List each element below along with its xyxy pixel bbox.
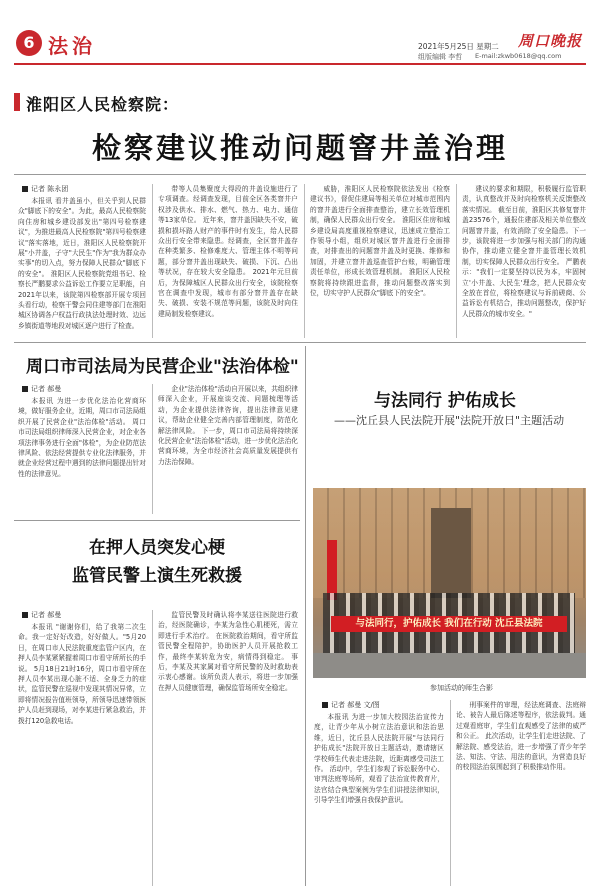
ground-image (313, 653, 586, 678)
court-subhead: ——沈丘县人民法院开展"法院开放日"主题活动 (334, 414, 565, 427)
justice-column-1 (18, 396, 146, 514)
byline-square-icon (322, 702, 328, 708)
column-rule (152, 384, 153, 514)
detention-column-1 (18, 622, 146, 886)
page-header (0, 0, 600, 64)
detention-byline-text: 记者 郝曼 (31, 611, 62, 619)
lead-byline (22, 184, 68, 194)
kicker-accent-bar (14, 93, 20, 111)
justice-column-2-text: 企业"法治体检"活动自开展以来，共组织律师深入企业，开展座谈交流、问题梳理等活动，为企业提供法律咨询，提出法律意见建议，帮助企业健全完善内部管理制度，防范化解法律风险。 下一步，周口市司法局将持续深化民营企业"法治体检"活动，进一步优化法治化营商环境，为全市经济社会高质量发展提供有力法治保障。 (158, 385, 298, 466)
court-doorway-image (431, 508, 471, 598)
event-banner: 与法同行，护佑成长 我们在行动 沈丘县法院 (331, 616, 567, 632)
lead-column-4 (462, 184, 586, 336)
justice-byline-text: 记者 郝曼 (31, 385, 62, 393)
lead-byline-text: 记者 陈永团 (31, 185, 69, 193)
detention-column-2-text: 监管民警及时确认将李某送往医院进行救治，经医院确诊，李某为急性心肌梗死，需立即进行手术治疗。 在医院救治期间，看守所监管民警全程陪护，协助医护人员开展抢救工作，最终李某转危为安，病情得到稳定。 事后，李某及其家属对看守所民警的及时救助表示衷心感谢。该所负责人表示，将进一步加强在押人员健康管理，确保监管场所安全稳定。 (158, 611, 298, 692)
column-rule (304, 184, 305, 338)
issue-date: 2021年5月25日 星期二 (418, 42, 499, 51)
lead-column-1 (18, 196, 146, 336)
lead-column-2 (158, 184, 298, 336)
header-divider (14, 63, 586, 65)
detention-column-2 (158, 610, 298, 886)
court-byline-text: 记者 郝曼 文/图 (331, 701, 380, 709)
lead-column-2-text: 带等人员集聚度大得段的井盖设施进行了专项调查。经调查发现，目前全区各类窨井户权涉及供水、排水、燃气、热力、电力、通信等13家单位。 近年来，窨井盖因缺失不安，破损和损坏路人财产的事件时有发生，给人民群众出行安全带来隐患。经调查，全区窨井盖存在种类繁多、检修难度大、管理主体不明等问题，部分窨井盖出现缺失、破损、下沉、凸出等状况，存在较大安全隐患。 2021年元旦前后，为保障城区人民群众出行安全，该院检察官在调查中发现，城市有部分窨井盖存在缺失、破损、安装不规范等问题，该院及时向住建局制发检察建议。 (158, 185, 298, 318)
court-column-2-text: 刑事案件的审理，经法庭调查、法庭辩论、被告人最后陈述等程序，依法裁判。通过观看庭审，学生们直观感受了法律的威严和公正。 此次活动，让学生们走进法院、了解法院、感受法治，进一步增强了青少年学法、知法、守法、用法的意识，为营造良好的校园法治氛围起到了积极推动作用。 (456, 701, 586, 772)
lead-column-1-text: 本报讯 看井盖虽小，但关乎到人民群众"脚底下的安全"。为此，最高人民检察院向住房和城乡建设部发出"第四号检察建议"，为推进最高人民检察院"第四号检察建议"落实落地，近日，淮阳区人民检察院开展"小井盖，子守"大民生"作为"我为群众办实事"的切入点，努力保障人民群众"脚底下的安全"。 淮阳区人民检察院党组书记、检察长严鹏要求公益诉讼工作要立足职能，自2021年以来，该院第四检察部开展专项回头看行动，检察干警会同住建等部门在淮阳城区协调各户权益行政执法处理时效、边远乡镇街道等地段对城区逐户进行了检查。 (18, 197, 146, 330)
column-rule (152, 184, 153, 338)
byline-square-icon (22, 186, 28, 192)
section-divider (14, 342, 586, 343)
detention-byline (22, 610, 61, 620)
justice-byline (22, 384, 61, 394)
newspaper-masthead: 周口晚报 (518, 32, 583, 50)
lead-column-3 (310, 184, 450, 336)
lead-column-3-text: 威胁，淮阳区人民检察院依法发出《检察建议书》，督促住建局等相关单位对城市范围内的窨井盖进行全面排查整治，建立长效管理机制，确保人民群众出行安全。 淮阳区住房和城乡建设局高度重视检察建议，迅速成立整治工作领导小组，组织对城区窨井盖进行全面排查，对排查出的问题窨井盖及时更换、维修和加固，并建立窨井盖巡查管护台账，明确管理责任单位，形成长效管理机制。 淮阳区人民检察院将持续跟进监督，推动问题整改落实到位，切实守护人民群众"脚底下的安全"。 (310, 185, 450, 298)
court-event-photo (313, 488, 586, 678)
section-name: 法治 (48, 34, 96, 58)
contact-email: E-mail:zkwb0618@qq.com (475, 52, 562, 60)
byline-square-icon (22, 612, 28, 618)
red-flag-image (327, 540, 337, 600)
court-column-1-text: 本报讯 为进一步加大校园法治宣传力度，让青少年从小树立法治意识和法治思维，近日，沈丘县人民法院开展"与法同行 护佑成长"法院开放日主题活动，邀请辖区学校师生代表走进法院，近距离感受司法工作。 活动中，学生们参观了诉讼服务中心、审判法庭等场所，观看了法治宣传教育片，法官结合典型案例为学生们讲授法律知识，引导学生们增强自我保护意识。 (314, 713, 444, 805)
page-center-rule (305, 346, 306, 886)
section-number-badge: 6 (16, 30, 42, 56)
court-column-2 (456, 700, 586, 886)
justice-headline: 周口市司法局为民营企业"法治体检" (26, 357, 299, 377)
justice-column-1-text: 本报讯 为进一步优化法治化营商环境，做好服务企业，近期，周口市司法局组织开展了民营企业"法治体检"活动。 周口市司法局组织律师深入民营企业，对企业各项法律事务进行全面"体检"，为企业防范法律风险、依法经营提供专业化法律服务，并就企业经营过程中遇到的法律问题提出针对性的法律意见。 (18, 397, 146, 478)
section-divider (14, 520, 300, 521)
column-rule (450, 700, 451, 886)
byline-square-icon (22, 386, 28, 392)
lead-headline: 检察建议推动问题窨井盖治理 (91, 131, 508, 165)
headline-divider (14, 174, 586, 175)
lead-column-4-text: 建议的要求和期限，积极履行监管职责，认真整改并及时向检察机关反馈整改落实情况。 截至目前，淮阳区共修复窨井盖23576个，通报住建部及相关单位整改问题窨井盖，有效消除了安全隐患。下一步，该院将进一步加强与相关部门的沟通协作，推动建立健全窨井盖管理长效机制，切实保障人民群众出行安全。 严鹏表示："我们一定要坚持以民为本，牢固树立'小井盖、大民生'理念，把人民群众安全放在首位，将检察建议与诉前磋商、公益诉讼有机结合，推动问题整改，保护好人民群众的城市安全。" (462, 185, 586, 318)
detention-headline-line-1: 在押人员突发心梗 (89, 538, 225, 558)
detention-headline-line-2: 监管民警上演生死救援 (72, 566, 242, 586)
column-rule (152, 610, 153, 886)
court-byline (322, 700, 380, 710)
column-rule (456, 184, 457, 338)
court-column-1 (314, 712, 444, 886)
photo-caption: 参加活动的师生合影 (430, 684, 493, 692)
layout-editor: 组版编辑 李哲 (418, 53, 463, 61)
lead-kicker: 淮阳区人民检察院： (26, 95, 180, 114)
court-headline: 与法同行 护佑成长 (374, 391, 516, 411)
detention-column-1-text: 本报讯 "谢谢你们，给了我第二次生命。我一定好好改造，好好做人。"5月20日，在周口市人民法院重度监管户区内，在押人员李某紧紧握着周口市看守所所长的手说。 5月18日21时16分，周口市看守所在押人员李某出现心脏不适、全身乏力的症状，监管民警在巡视中发现其情况异常，立即将情况报告值班领导，所领导迅速带领医护人员赶到现场，对李某进行紧急救治，并拨打120急救电话。 (18, 623, 146, 725)
justice-column-2 (158, 384, 298, 514)
